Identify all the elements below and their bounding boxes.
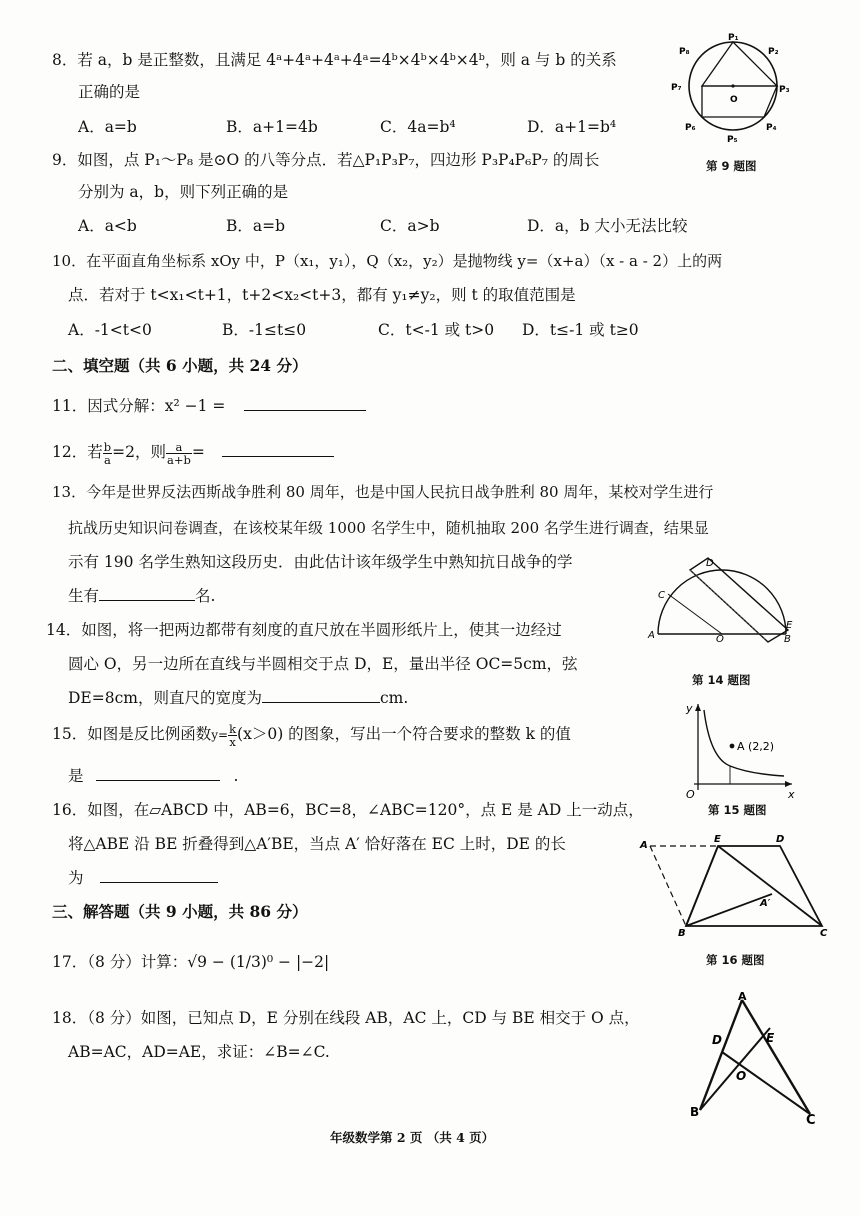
q12-prefix: 12．若 (52, 443, 103, 461)
fig16-label-d: D (776, 834, 785, 845)
q15-fraction-k-over-x (228, 723, 237, 748)
q10-option-d: D．t≤-1 或 t≥0 (522, 321, 639, 339)
fig15-axis-y: y (686, 702, 693, 715)
fig14-label-b: B (784, 634, 791, 645)
q15-fn-y: y= (211, 728, 229, 742)
fig18-label-b: B (690, 1105, 700, 1119)
q8-line2: 正确的是 (78, 83, 141, 101)
figure-15-caption: 第 15 题图 (708, 803, 767, 817)
q10-option-c: C．t<-1 或 t>0 (378, 321, 495, 339)
q9-option-b: B．a=b (226, 217, 286, 235)
fig14-label-o: O (716, 634, 724, 645)
q9-option-a: A．a<b (78, 217, 137, 235)
fig14-label-c: C (658, 590, 665, 601)
figure-9-octagon (671, 30, 790, 145)
fig9-label-p4: P₄ (766, 123, 777, 133)
figure-16-caption: 第 16 题图 (706, 953, 765, 967)
q15-line2-suffix: . (233, 767, 239, 785)
q16-line1: 16．如图，在▱ABCD 中，AB=6，BC=8，∠ABC=120°，点 E 是 AD 上一动点， (52, 801, 644, 819)
section-2-heading: 二、填空题（共 6 小题，共 24 分） (52, 356, 308, 375)
q15-fn-denominator: x (229, 734, 236, 749)
q11-text (52, 396, 366, 416)
figure-15-inverse-function (680, 700, 800, 801)
q17-prefix: 17．（8 分）计算： (52, 953, 188, 971)
q12-f1-numerator: b (103, 439, 112, 454)
q13-line3: 示有 190 名学生熟知这段历史．由此估计该年级学生中熟知抗日战争的学 (68, 553, 573, 571)
fig18-label-a: A (738, 990, 747, 1003)
fig14-label-a: A (648, 630, 655, 641)
fig9-label-p1: P₁ (728, 33, 739, 43)
figure-16-parallelogram (640, 832, 830, 942)
q14-line1: 14．如图，将一把两边都带有刻度的直尺放在半圆形纸片上，使其一边经过 (46, 621, 562, 639)
q9-option-d: D．a，b 大小无法比较 (527, 217, 688, 235)
q15-line2-prefix: 是 (68, 767, 84, 785)
figure-9-caption: 第 9 题图 (706, 159, 757, 173)
q8-option-b: B．a+1=4b (226, 118, 318, 136)
q14-line2: 圆心 O，另一边所在直线与半圆相交于点 D，E，量出半径 OC=5cm，弦 (68, 655, 578, 673)
q14-line3-suffix: cm. (379, 689, 409, 707)
figure-14-caption: 第 14 题图 (692, 673, 751, 687)
q14-line3 (68, 688, 408, 708)
q12-f1-denominator: a (103, 452, 111, 467)
q18-line1: 18．（8 分）如图，已知点 D，E 分别在线段 AB，AC 上，CD 与 BE 相交于 O 点， (52, 1009, 640, 1027)
q11-prompt: 11．因式分解：x² −1 = (52, 397, 226, 415)
fig15-point-label: A (2,2) (737, 740, 775, 753)
fig9-label-p6: P₆ (685, 123, 696, 133)
q10-line2: 点．若对于 t<x₁<t+1，t+2<x₂<t+3，都有 y₁≠y₂，则 t 的取值范围是 (68, 286, 576, 304)
q12-fraction-a-over-sum (166, 441, 192, 466)
q15-line2 (68, 766, 238, 786)
fig18-label-e: E (766, 1031, 775, 1045)
fig16-label-a-prime: A′ (760, 898, 771, 909)
q18-line2: AB=AC，AD=AE，求证：∠B=∠C. (68, 1043, 330, 1061)
q8-line1: 8．若 a，b 是正整数，且满足 4ᵃ+4ᵃ+4ᵃ+4ᵃ=4ᵇ×4ᵇ×4ᵇ×4ᵇ，则 a 与 b 的关系 (52, 51, 617, 69)
q11-answer-blank[interactable] (244, 396, 366, 411)
q13-line4 (68, 586, 215, 606)
q10-line1: 10．在平面直角坐标系 xOy 中，P（x₁，y₁），Q（x₂，y₂）是抛物线 y=（x+a）（x - a - 2）上的两 (52, 252, 723, 270)
q15-line1-prefix: 15．如图是反比例函数 (52, 725, 212, 743)
q13-line4-suffix: 名. (195, 587, 216, 605)
fig16-label-b: B (678, 928, 686, 939)
q12-f2-denominator: a+b (166, 452, 191, 467)
fig16-label-c: C (820, 928, 828, 939)
fig16-label-e: E (714, 834, 721, 845)
q10-option-b: B．-1≤t≤0 (222, 321, 307, 339)
q12-text (52, 436, 334, 468)
q8-option-c: C．4a=b⁴ (380, 118, 456, 136)
fig9-label-p5: P₅ (727, 135, 738, 145)
fig9-label-p8: P₈ (679, 47, 690, 57)
fig18-label-d: D (712, 1033, 722, 1047)
q17-text (52, 952, 329, 972)
fig15-origin: O (686, 788, 695, 801)
fig15-axis-x: x (788, 788, 795, 801)
fig9-label-p3: P₃ (779, 85, 790, 95)
q17-expression: √9 − (1/3)⁰ − |−2| (187, 953, 330, 971)
q8-option-d: D．a+1=b⁴ (527, 118, 617, 136)
q8-option-a: A．a=b (78, 118, 137, 136)
q16-line3 (68, 868, 218, 888)
figure-14-semicircle-ruler (650, 556, 800, 646)
fig9-label-p2: P₂ (768, 47, 779, 57)
q9-line2: 分别为 a，b，则下列正确的是 (78, 183, 289, 201)
q15-fn-numerator: k (229, 721, 237, 736)
fig9-label-p7: P₇ (671, 83, 682, 93)
q9-line1: 9．如图，点 P₁～P₈ 是⊙O 的八等分点．若△P₁P₃P₇，四边形 P₃P₄P₆P₇ 的周长 (52, 151, 600, 169)
q14-line3-prefix: DE=8cm，则直尺的宽度为 (68, 689, 262, 707)
q12-fraction-b-over-a (103, 441, 112, 466)
fig16-label-a: A (640, 840, 648, 851)
fig14-label-e: E (786, 620, 793, 631)
q16-line3-prefix: 为 (68, 869, 84, 887)
q12-equals: = (191, 443, 205, 461)
fig14-label-d: D (706, 558, 714, 569)
q16-line2: 将△ABE 沿 BE 折叠得到△A′BE，当点 A′ 恰好落在 EC 上时，DE 的长 (68, 835, 566, 853)
q13-line2: 抗战历史知识问卷调查，在该校某年级 1000 名学生中，随机抽取 200 名学生进行调查，结果显 (68, 519, 709, 537)
q10-option-a: A．-1<t<0 (68, 321, 152, 339)
q15-answer-blank[interactable] (96, 766, 220, 781)
figure-18-triangle (690, 990, 830, 1128)
q13-answer-blank[interactable] (99, 586, 195, 601)
q15-line1-suffix: (x＞0) 的图象，写出一个符合要求的整数 k 的值 (237, 725, 571, 743)
q16-answer-blank[interactable] (100, 868, 218, 883)
fig9-label-o: O (730, 95, 738, 105)
q15-line1 (52, 718, 571, 750)
q12-answer-blank[interactable] (222, 442, 334, 457)
fig18-label-o: O (736, 1069, 747, 1083)
page-footer: 年级数学第 2 页 （共 4 页） (330, 1130, 495, 1145)
q9-option-c: C．a>b (380, 217, 440, 235)
q13-line4-prefix: 生有 (68, 587, 100, 605)
q14-answer-blank[interactable] (262, 688, 380, 703)
q13-line1: 13．今年是世界反法西斯战争胜利 80 周年，也是中国人民抗日战争胜利 80 周年，某校对学生进行 (52, 483, 714, 501)
q12-mid: =2，则 (112, 443, 166, 461)
q12-f2-numerator: a (166, 441, 192, 454)
section-3-heading: 三、解答题（共 9 小题，共 86 分） (52, 902, 308, 921)
fig18-label-c: C (806, 1113, 816, 1128)
